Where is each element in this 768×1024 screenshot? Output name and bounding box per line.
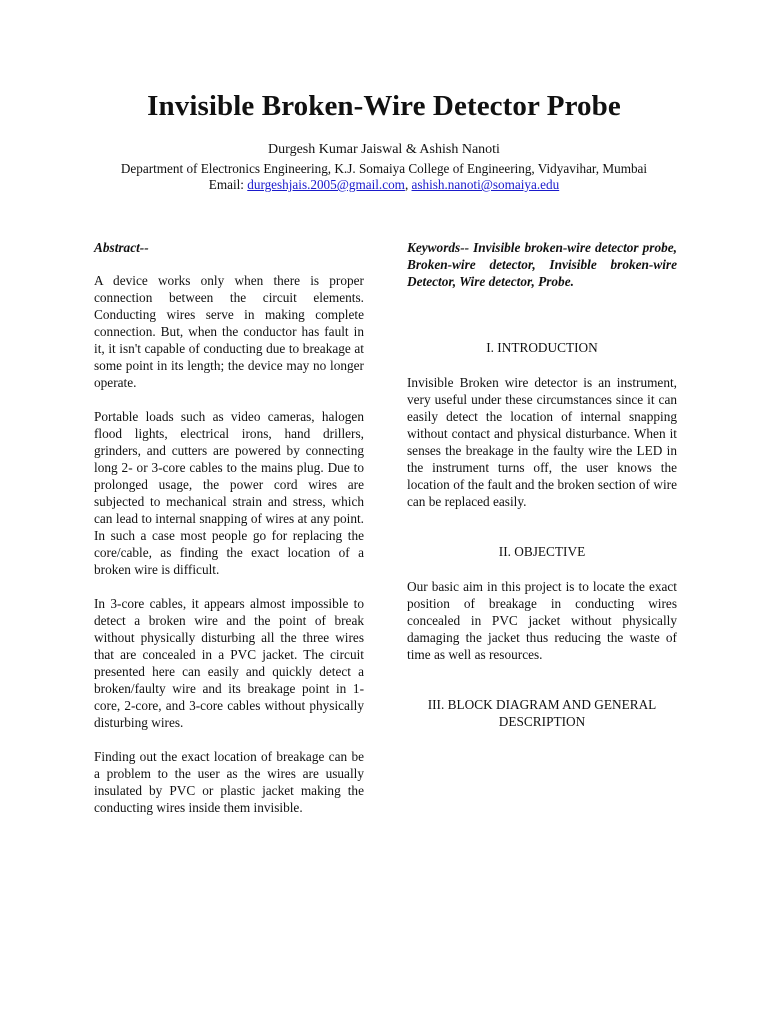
paper-title: Invisible Broken-Wire Detector Probe: [147, 90, 621, 122]
author-affiliation: Department of Electronics Engineering, K.J. Somaiya College of Engineering, Vidyavihar, Mumbai: [120, 161, 648, 176]
right-column: [407, 239, 677, 730]
section-text-introduction: Invisible Broken wire detector is an instrument, very useful under these circumstances since it can easily detect the location of internal snapping without contact and physical disturbance. When it senses the breakage in the faulty wire the LED in the instrument turns off, the user knows the location of the fault and the broken section of wire can be replaced easily.: [407, 375, 677, 509]
email-separator: ,: [404, 177, 412, 192]
section-text-objective: Our basic aim in this project is to locate the exact position of breakage in conducting wires concealed in PVC jacket without physically damaging the jacket thus reducing the waste of time as well as resources.: [407, 579, 677, 662]
author-names: Durgesh Kumar Jaiswal & Ashish Nanoti: [268, 142, 500, 157]
left-column: [94, 239, 364, 816]
abstract-paragraph: In 3-core cables, it appears almost impossible to detect a broken wire and the point of break without physically disturbing all the three wires that are concealed in a PVC jacket. The circuit presented here can easily and quickly detect a broken/faulty wire and its breakage point in 1-core, 2-core, and 3-core cables without physically disturbing wires.: [94, 596, 364, 730]
abstract-paragraph: Portable loads such as video cameras, halogen flood lights, electrical irons, hand drillers, grinders, and cutters are powered by connecting long 2- or 3-core cables to the mains plug. Due to prolonged usage, the power cord wires are subjected to mechanical strain and stress, which can lead to internal snapping of wires at any point. In such a case most people go for replacing the core/cable, as finding the exact location of a broken wire is difficult.: [94, 409, 364, 577]
email-link-2[interactable]: ashish.nanoti@somaiya.edu: [411, 177, 560, 192]
abstract-heading: Abstract--: [94, 240, 149, 255]
email-label: Email:: [208, 177, 248, 192]
section-heading-introduction: I. INTRODUCTION: [486, 340, 598, 355]
abstract-paragraph: A device works only when there is proper connection between the circuit elements. Conducting wires serve in making complete connection. But, when the conductor has fault in it, it isn't capable of conducting due to breakage at some point in its length; the device may no longer operate.: [94, 273, 364, 390]
email-line: [0, 176, 768, 193]
section-heading-objective: II. OBJECTIVE: [498, 544, 586, 559]
section-heading-block-diagram: III. BLOCK DIAGRAM AND GENERAL DESCRIPTION: [427, 697, 657, 729]
keywords: Keywords-- Invisible broken-wire detector probe, Broken-wire detector, Invisible broken-wire Detector, Wire detector, Probe.: [407, 240, 677, 289]
email-link-1[interactable]: durgeshjais.2005@gmail.com: [247, 177, 405, 192]
abstract-paragraph: Finding out the exact location of breakage can be a problem to the user as the wires are usually insulated by PVC or plastic jacket making the conducting wires inside them invisible.: [94, 749, 364, 815]
